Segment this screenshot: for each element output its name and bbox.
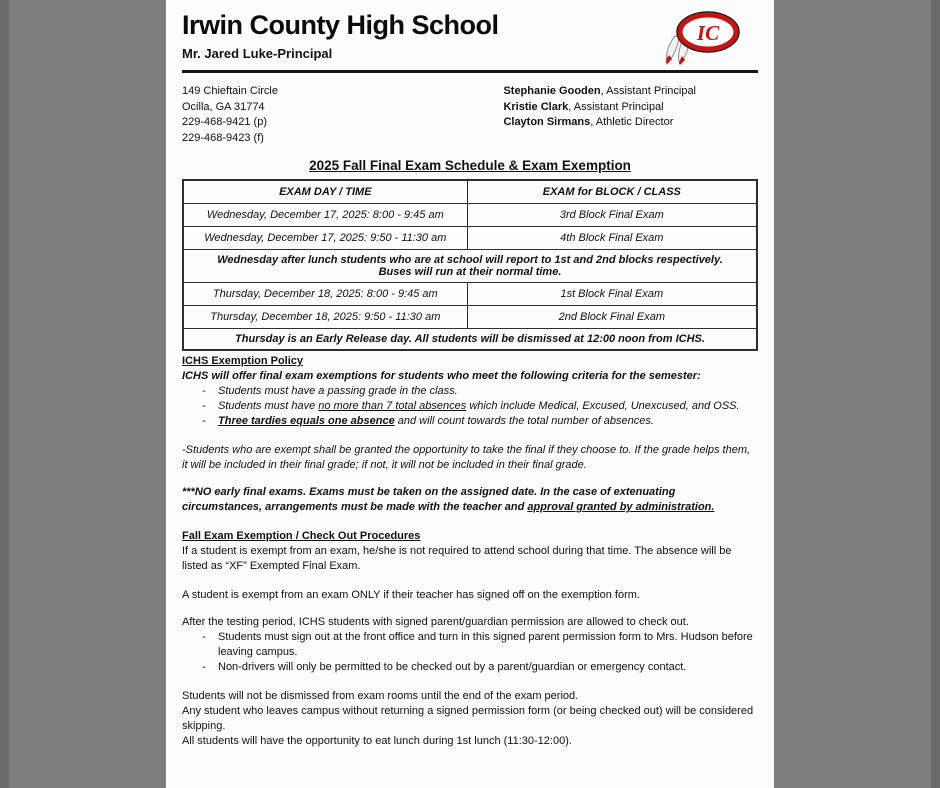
policy-bullet-3	[200, 414, 758, 429]
col-header-exam-day: EXAM DAY / TIME	[183, 180, 467, 204]
school-logo	[658, 8, 742, 71]
exam-block-cell: 1st Block Final Exam	[467, 283, 757, 306]
staff-line	[503, 84, 696, 100]
logo-monogram: IC	[696, 21, 720, 45]
policy-bullet-2-post: which include Medical, Excused, Unexcused, and OSS.	[466, 400, 740, 412]
staff-line	[503, 115, 696, 131]
contact-info-row	[182, 84, 758, 146]
checkout-para-1: If a student is exempt from an exam, he/she is not required to attend school during that time. The absence will be listed as “XF” Exempted Final Exam.	[182, 545, 732, 572]
document-page	[166, 0, 774, 788]
table-row	[183, 227, 757, 250]
checkout-para-6: All students will have the opportunity to eat lunch during 1st lunch (11:30-12:00).	[182, 735, 572, 747]
exam-schedule-table	[182, 179, 758, 351]
schedule-title: 2025 Fall Final Exam Schedule & Exam Exemption	[309, 158, 631, 173]
window-edge-right	[931, 0, 940, 788]
window-edge-left	[0, 0, 9, 788]
checkout-bullet-1: - Students must sign out at the front office and turn in this signed parent permission form to Mrs. Hudson before leaving campus.	[200, 630, 758, 660]
checkout-heading: Fall Exam Exemption / Check Out Procedures	[182, 530, 421, 542]
staff-role: , Assistant Principal	[568, 100, 664, 113]
exam-time-cell: Wednesday, December 17, 2025: 9:50 - 11:30 am	[183, 227, 467, 250]
table-header-row	[183, 180, 757, 204]
address-line: 229-468-9421 (p)	[182, 116, 268, 128]
policy-bullet-2-pre: Students must have	[218, 400, 319, 412]
principal-name: Mr. Jared Luke-Principal	[182, 46, 333, 61]
staff-role: , Assistant Principal	[600, 85, 696, 97]
checkout-section	[182, 529, 758, 749]
exam-time-cell: Thursday, December 18, 2025: 9:50 - 11:30 am	[183, 306, 467, 329]
no-early-exams-underlined: approval granted by administration.	[527, 501, 715, 513]
address-line: 149 Chieftain Circle	[182, 85, 278, 97]
staff-name: Kristie Clark	[503, 100, 569, 113]
policy-bullet-3-post: and will count towards the total number of absences.	[394, 415, 654, 427]
table-note-row	[183, 250, 757, 283]
policy-section	[182, 354, 758, 515]
exam-block-cell: 3rd Block Final Exam	[467, 204, 757, 227]
staff-line	[503, 100, 696, 116]
thursday-note-cell: Thursday is an Early Release day. All students will be dismissed at 12:00 noon from ICHS.	[183, 329, 757, 351]
table-row	[183, 204, 757, 227]
staff-name: Stephanie Gooden	[503, 85, 601, 97]
no-early-exams-paragraph	[182, 485, 758, 515]
exam-time-cell: Wednesday, December 17, 2025: 8:00 - 9:45 am	[183, 204, 467, 227]
exam-block-cell: 2nd Block Final Exam	[467, 306, 757, 329]
table-note-row	[183, 329, 757, 351]
policy-bullet-3-underlined: Three tardies equals one absence	[218, 415, 395, 427]
policy-bullet-2-underlined: no more than 7 total absences	[318, 400, 467, 412]
document-header	[182, 10, 758, 61]
policy-bullet-2	[200, 399, 758, 414]
table-row	[183, 283, 757, 306]
school-name: Irwin County High School	[182, 10, 499, 40]
exam-block-cell: 4th Block Final Exam	[467, 227, 757, 250]
staff-name: Clayton Sirmans	[503, 116, 591, 128]
checkout-para-5: Any student who leaves campus without returning a signed permission form (or being checked out) will be considered skipping.	[182, 705, 754, 732]
checkout-para-3: After the testing period, ICHS students with signed parent/guardian permission are allowed to check out.	[182, 616, 689, 628]
table-row	[183, 306, 757, 329]
address-block	[182, 84, 278, 146]
exempt-choice-paragraph: -Students who are exempt shall be granted the opportunity to take the final if they choose to. If the grade helps them, it will be included in their final grade; if not, it will not be included in their final grade.	[182, 444, 751, 471]
address-line: Ocilla, GA 31774	[182, 100, 265, 113]
wednesday-note-line1: Wednesday after lunch students who are at school will report to 1st and 2nd blocks respectively.	[217, 254, 723, 266]
checkout-para-4: Students will not be dismissed from exam rooms until the end of the exam period.	[182, 690, 579, 702]
policy-heading: ICHS Exemption Policy	[182, 355, 304, 367]
staff-block	[503, 84, 758, 146]
wednesday-note-cell	[183, 250, 757, 283]
col-header-exam-block: EXAM for BLOCK / CLASS	[467, 180, 757, 204]
wednesday-note-line2: Buses will run at their normal time.	[378, 266, 562, 278]
policy-intro: ICHS will offer final exam exemptions for students who meet the following criteria for the semester:	[182, 370, 701, 382]
checkout-bullet-2: - Non-drivers will only be permitted to be checked out by a parent/guardian or emergency contact.	[200, 660, 758, 675]
checkout-para-2: A student is exempt from an exam ONLY if their teacher has signed off on the exemption form.	[182, 589, 640, 601]
policy-bullet-1: - Students must have a passing grade in the class.	[200, 384, 758, 399]
no-early-exams-text: ***NO early final exams. Exams must be taken on the assigned date. In the case of extenuating circumstances, arrangements must be made with the teacher and	[182, 486, 676, 513]
school-logo-icon	[658, 8, 742, 66]
staff-role: , Athletic Director	[590, 116, 674, 128]
exam-time-cell: Thursday, December 18, 2025: 8:00 - 9:45 am	[183, 283, 467, 306]
address-line: 229-468-9423 (f)	[182, 131, 264, 144]
